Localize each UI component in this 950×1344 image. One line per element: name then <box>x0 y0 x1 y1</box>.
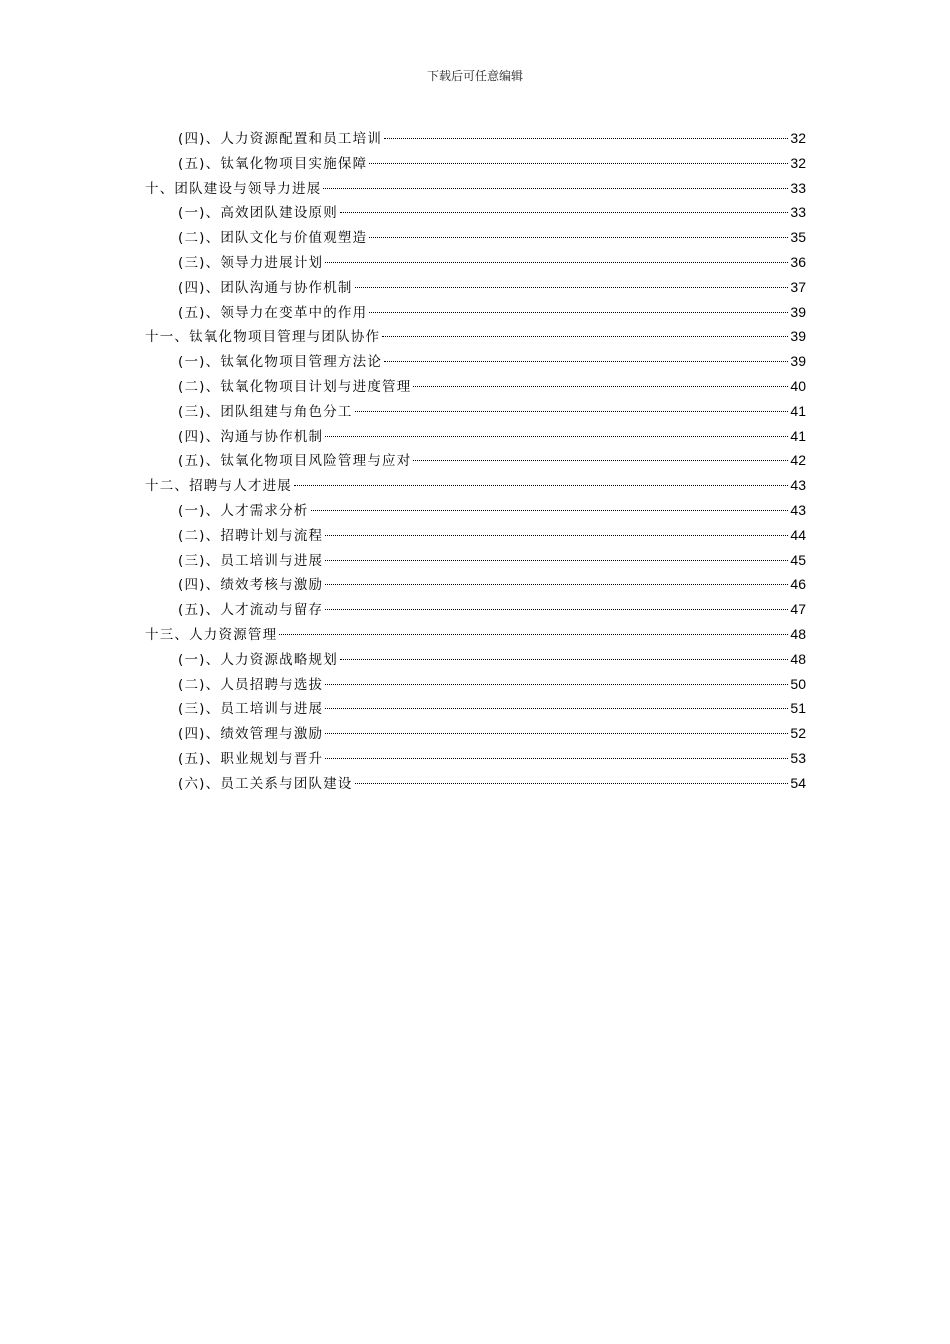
toc-entry-title: (三)、领导力进展计划 <box>178 254 324 271</box>
toc-dot-leader <box>369 163 788 164</box>
toc-dot-leader <box>369 237 788 238</box>
toc-dot-leader <box>384 138 788 139</box>
toc-entry-title: (五)、职业规划与晋升 <box>178 750 324 767</box>
toc-entry-title: (二)、团队文化与价值观塑造 <box>178 230 368 247</box>
toc-entry[interactable] <box>145 473 806 498</box>
toc-entry[interactable] <box>145 696 806 721</box>
page-header: 下载后可任意编辑 <box>426 69 523 83</box>
toc-entry-title: (四)、团队沟通与协作机制 <box>178 279 353 296</box>
toc-entry-page-number: 43 <box>790 477 806 494</box>
toc-dot-leader <box>325 262 788 263</box>
toc-entry-title: (一)、高效团队建设原则 <box>178 205 338 222</box>
toc-entry[interactable] <box>145 523 806 548</box>
toc-entry-title: (三)、团队组建与角色分工 <box>178 403 353 420</box>
toc-dot-leader <box>325 758 788 759</box>
toc-entry-page-number: 52 <box>790 725 806 742</box>
toc-entry-title: (一)、人力资源战略规划 <box>178 651 338 668</box>
toc-entry-page-number: 39 <box>790 303 806 320</box>
toc-dot-leader <box>340 212 788 213</box>
toc-entry-title: (三)、员工培训与进展 <box>178 552 324 569</box>
toc-entry-title: (四)、绩效考核与激励 <box>178 577 324 594</box>
toc-entry-page-number: 32 <box>790 154 806 171</box>
toc-entry-title: (四)、沟通与协作机制 <box>178 428 324 445</box>
toc-entry-title: (二)、招聘计划与流程 <box>178 527 324 544</box>
toc-entry[interactable] <box>145 126 806 151</box>
toc-entry[interactable] <box>145 275 806 300</box>
toc-dot-leader <box>413 386 788 387</box>
toc-entry-page-number: 35 <box>790 229 806 246</box>
toc-dot-leader <box>325 560 788 561</box>
toc-dot-leader <box>355 783 789 784</box>
toc-entry[interactable] <box>145 622 806 647</box>
toc-entry[interactable] <box>145 374 806 399</box>
toc-entry-page-number: 54 <box>790 774 806 791</box>
toc-entry[interactable] <box>145 548 806 573</box>
toc-entry[interactable] <box>145 572 806 597</box>
toc-entry[interactable] <box>145 399 806 424</box>
toc-entry-title: (五)、人才流动与留存 <box>178 602 324 619</box>
toc-dot-leader <box>413 460 788 461</box>
toc-dot-leader <box>340 659 788 660</box>
toc-entry-page-number: 42 <box>790 452 806 469</box>
toc-entry[interactable] <box>145 746 806 771</box>
toc-entry-page-number: 41 <box>790 427 806 444</box>
toc-entry-title: (五)、钛氧化物项目实施保障 <box>178 155 368 172</box>
toc-dot-leader <box>325 535 788 536</box>
toc-entry[interactable] <box>145 300 806 325</box>
toc-dot-leader <box>325 708 788 709</box>
toc-entry-page-number: 53 <box>790 749 806 766</box>
toc-entry-page-number: 37 <box>790 278 806 295</box>
toc-entry-title: (一)、人才需求分析 <box>178 502 309 519</box>
toc-entry[interactable] <box>145 771 806 796</box>
toc-dot-leader <box>325 584 788 585</box>
table-of-contents <box>145 126 806 796</box>
toc-entry-title: (二)、人员招聘与选拔 <box>178 676 324 693</box>
toc-dot-leader <box>355 287 789 288</box>
toc-dot-leader <box>325 609 788 610</box>
toc-entry-page-number: 33 <box>790 204 806 221</box>
toc-entry[interactable] <box>145 349 806 374</box>
toc-entry-page-number: 32 <box>790 130 806 146</box>
toc-entry[interactable] <box>145 672 806 697</box>
toc-entry[interactable] <box>145 176 806 201</box>
toc-entry-title: (四)、人力资源配置和员工培训 <box>178 131 383 147</box>
toc-dot-leader <box>279 634 788 635</box>
toc-entry-page-number: 39 <box>790 328 806 345</box>
toc-entry-title: 十一、钛氧化物项目管理与团队协作 <box>145 329 381 346</box>
toc-dot-leader <box>355 411 789 412</box>
toc-dot-leader <box>294 485 788 486</box>
toc-entry-title: (五)、钛氧化物项目风险管理与应对 <box>178 453 412 470</box>
toc-entry[interactable] <box>145 647 806 672</box>
toc-entry-page-number: 51 <box>790 700 806 717</box>
toc-dot-leader <box>382 336 788 337</box>
toc-dot-leader <box>325 436 788 437</box>
toc-dot-leader <box>369 312 788 313</box>
toc-dot-leader <box>323 188 788 189</box>
toc-entry[interactable] <box>145 225 806 250</box>
toc-entry-page-number: 44 <box>790 526 806 543</box>
toc-entry-page-number: 36 <box>790 253 806 270</box>
toc-entry-title: (二)、钛氧化物项目计划与进度管理 <box>178 378 412 395</box>
toc-entry[interactable] <box>145 424 806 449</box>
toc-entry-title: (一)、钛氧化物项目管理方法论 <box>178 354 383 371</box>
toc-entry-page-number: 47 <box>790 601 806 618</box>
toc-entry-title: (五)、领导力在变革中的作用 <box>178 304 368 321</box>
toc-entry-page-number: 41 <box>790 402 806 419</box>
toc-entry-title: (三)、员工培训与进展 <box>178 701 324 718</box>
toc-entry[interactable] <box>145 448 806 473</box>
toc-entry[interactable] <box>145 498 806 523</box>
toc-entry[interactable] <box>145 324 806 349</box>
toc-entry[interactable] <box>145 721 806 746</box>
toc-entry-title: 十三、人力资源管理 <box>145 626 278 643</box>
toc-entry-page-number: 50 <box>790 675 806 692</box>
toc-entry-page-number: 39 <box>790 353 806 370</box>
toc-entry[interactable] <box>145 597 806 622</box>
toc-dot-leader <box>325 733 788 734</box>
toc-entry-page-number: 40 <box>790 377 806 394</box>
toc-entry-title: (四)、绩效管理与激励 <box>178 726 324 743</box>
toc-entry[interactable] <box>145 151 806 176</box>
toc-entry-title: 十二、招聘与人才进展 <box>145 478 292 495</box>
toc-entry-page-number: 48 <box>790 650 806 667</box>
toc-dot-leader <box>311 510 789 511</box>
toc-dot-leader <box>384 361 788 362</box>
toc-entry-page-number: 43 <box>790 501 806 518</box>
toc-entry[interactable] <box>145 250 806 275</box>
toc-entry-page-number: 33 <box>790 179 806 196</box>
toc-entry-page-number: 45 <box>790 551 806 568</box>
toc-entry-page-number: 48 <box>790 625 806 642</box>
toc-entry[interactable] <box>145 200 806 225</box>
toc-entry-title: 十、团队建设与领导力进展 <box>145 180 322 197</box>
toc-dot-leader <box>325 684 788 685</box>
toc-entry-title: (六)、员工关系与团队建设 <box>178 775 353 792</box>
toc-entry-page-number: 46 <box>790 576 806 593</box>
